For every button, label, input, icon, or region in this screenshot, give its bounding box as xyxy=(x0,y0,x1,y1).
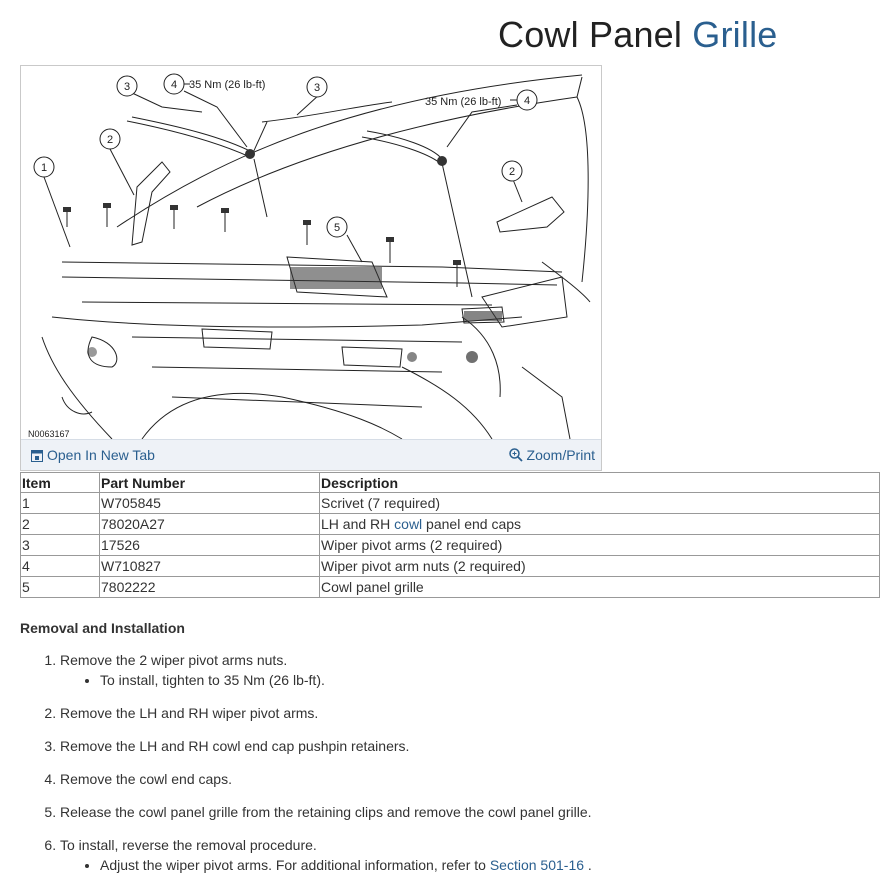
step-text: Remove the LH and RH wiper pivot arms. xyxy=(60,705,319,721)
section-501-16-link[interactable]: Section 501-16 xyxy=(489,857,585,873)
cell-item: 5 xyxy=(21,577,100,598)
new-tab-icon xyxy=(31,450,43,462)
header-part-number: Part Number xyxy=(100,473,320,493)
title-text: Cowl Panel xyxy=(498,14,693,55)
callout-2-right: 2 xyxy=(508,166,516,178)
open-in-new-tab-label: Open In New Tab xyxy=(47,447,155,463)
step-text: Remove the 2 wiper pivot arms nuts. xyxy=(60,652,288,668)
cowl-glossary-link[interactable]: cowl xyxy=(394,516,423,532)
step-subitem-text: . xyxy=(584,857,592,873)
header-description: Description xyxy=(320,473,880,493)
step-item xyxy=(60,650,894,690)
zoom-print-label: Zoom/Print xyxy=(526,447,595,463)
cell-item: 2 xyxy=(21,514,100,535)
cell-desc: Wiper pivot arm nuts (2 required) xyxy=(320,556,880,577)
step-item xyxy=(60,835,894,875)
cell-part: 7802222 xyxy=(100,577,320,598)
cell-part: W705845 xyxy=(100,493,320,514)
table-header-row xyxy=(21,473,880,493)
cell-desc: Scrivet (7 required) xyxy=(320,493,880,514)
page-title xyxy=(498,14,778,56)
step-subitem: • To install, tighten to 35 Nm (26 lb-ft). xyxy=(100,670,894,690)
step-text: Remove the LH and RH cowl end cap pushpin retainers. xyxy=(60,738,410,754)
table-row xyxy=(21,493,880,514)
step-subitem-text: Adjust the wiper pivot arms. For additional information, refer to xyxy=(100,857,490,873)
callout-3-right: 3 xyxy=(313,82,321,94)
cowl-panel-illustration[interactable] xyxy=(22,67,602,441)
callout-2-left: 2 xyxy=(106,134,114,146)
cell-item: 1 xyxy=(21,493,100,514)
cell-part: 17526 xyxy=(100,535,320,556)
magnifier-icon xyxy=(509,448,523,462)
step-item xyxy=(60,703,894,723)
figure-panel xyxy=(20,65,602,471)
parts-table xyxy=(20,472,880,598)
cell-desc: Cowl panel grille xyxy=(320,577,880,598)
cell-desc xyxy=(320,514,880,535)
step-subitem xyxy=(100,855,894,875)
callout-1: 1 xyxy=(40,162,48,174)
callout-4-right: 4 xyxy=(523,95,531,107)
callout-3-left: 3 xyxy=(123,81,131,93)
cell-desc: Wiper pivot arms (2 required) xyxy=(320,535,880,556)
step-text: Remove the cowl end caps. xyxy=(60,771,232,787)
cell-part: W710827 xyxy=(100,556,320,577)
table-row xyxy=(21,577,880,598)
figure-code: N0063167 xyxy=(28,429,70,439)
callout-5: 5 xyxy=(333,222,341,234)
cell-part: 78020A27 xyxy=(100,514,320,535)
title-highlight: Grille xyxy=(692,14,778,55)
table-row xyxy=(21,514,880,535)
step-item xyxy=(60,802,894,822)
cell-item: 4 xyxy=(21,556,100,577)
step-item xyxy=(60,736,894,756)
section-heading: Removal and Installation xyxy=(20,620,185,636)
procedure-steps xyxy=(20,650,894,888)
step-text: Release the cowl panel grille from the retaining clips and remove the cowl panel grille. xyxy=(60,804,592,820)
desc-text: LH and RH xyxy=(321,516,395,532)
open-in-new-tab-link[interactable] xyxy=(31,447,155,463)
desc-text: panel end caps xyxy=(422,516,522,532)
table-row xyxy=(21,535,880,556)
step-item xyxy=(60,769,894,789)
torque-label-left: 35 Nm (26 lb-ft) xyxy=(189,79,266,91)
table-row xyxy=(21,556,880,577)
figure-toolbar xyxy=(21,439,601,470)
callout-4-left: 4 xyxy=(170,79,178,91)
header-item: Item xyxy=(21,473,100,493)
step-text: To install, reverse the removal procedure. xyxy=(60,837,317,853)
zoom-print-link[interactable] xyxy=(509,447,595,463)
torque-label-right: 35 Nm (26 lb-ft) xyxy=(425,96,502,108)
cell-item: 3 xyxy=(21,535,100,556)
